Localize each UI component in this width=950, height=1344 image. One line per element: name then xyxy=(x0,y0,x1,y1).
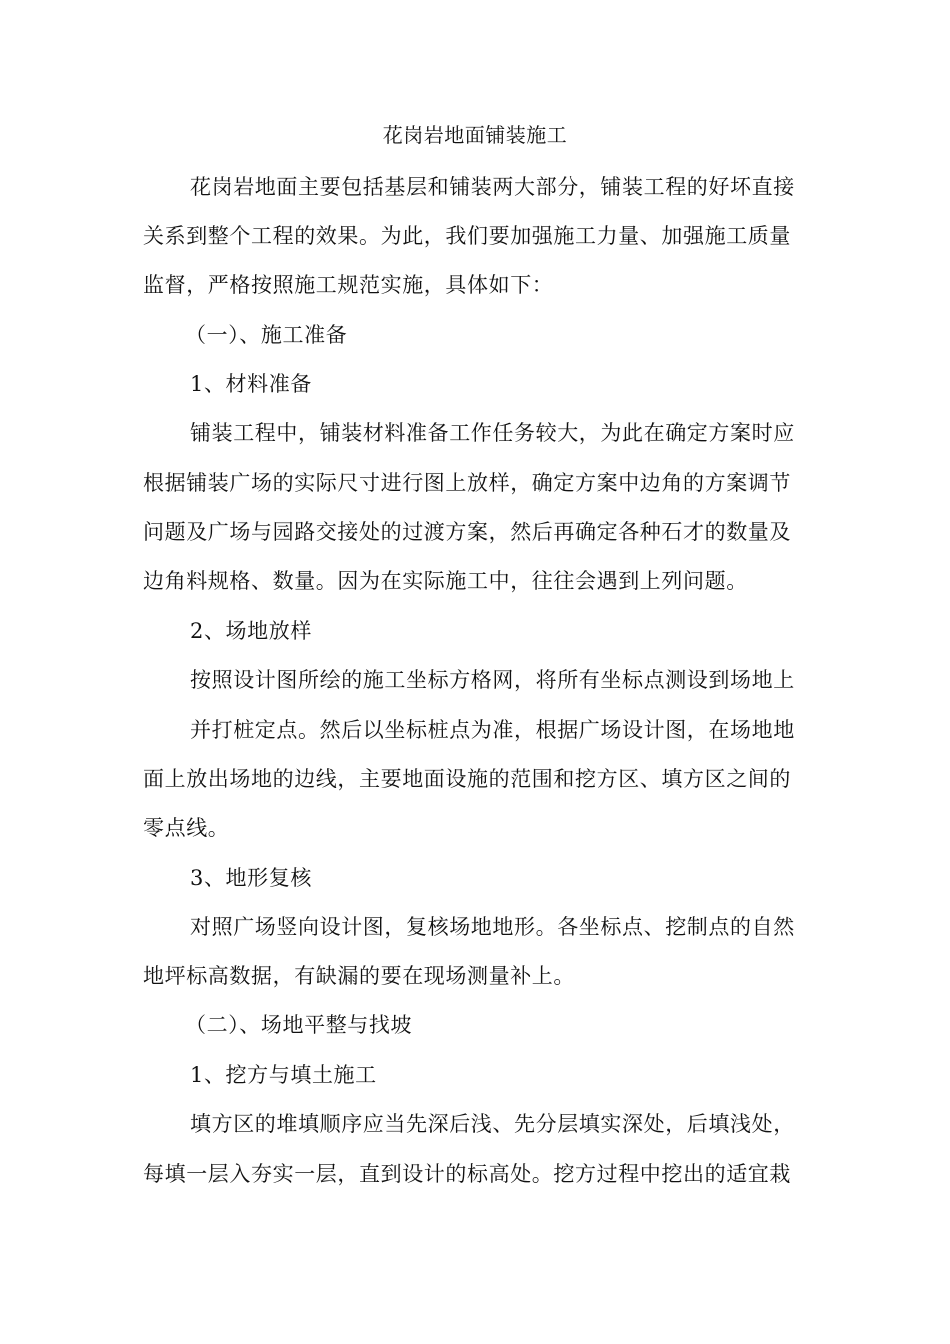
paragraph-line: 地坪标高数据，有缺漏的要在现场测量补上。 xyxy=(143,964,575,988)
paragraph-line: 并打桩定点。然后以坐标桩点为准，根据广场设计图，在场地地 xyxy=(190,718,795,742)
paragraph-line: 问题及广场与园路交接处的过渡方案，然后再确定各种石才的数量及 xyxy=(143,520,791,544)
subsection-heading: 1、挖方与填土施工 xyxy=(190,1063,377,1087)
document-title: 花岗岩地面铺装施工 xyxy=(382,123,568,147)
subsection-heading: 3、地形复核 xyxy=(190,866,312,890)
paragraph-line: 花岗岩地面主要包括基层和铺装两大部分，铺装工程的好坏直接 xyxy=(190,175,795,199)
paragraph-line: 填方区的堆填顺序应当先深后浅、先分层填实深处，后填浅处， xyxy=(190,1112,795,1136)
paragraph-line: 边角料规格、数量。因为在实际施工中，往往会遇到上列问题。 xyxy=(143,569,748,593)
paragraph-line: 根据铺装广场的实际尺寸进行图上放样，确定方案中边角的方案调节 xyxy=(143,471,791,495)
paragraph-line: 按照设计图所绘的施工坐标方格网，将所有坐标点测设到场地上 xyxy=(190,668,795,692)
subsection-heading: 2、场地放样 xyxy=(190,619,312,643)
paragraph-line: 监督，严格按照施工规范实施，具体如下： xyxy=(143,273,554,297)
section-heading: （二）、场地平整与找坡 xyxy=(185,1013,413,1037)
paragraph-line: 零点线。 xyxy=(143,816,230,840)
subsection-heading: 1、材料准备 xyxy=(190,372,312,396)
paragraph-line: 每填一层入夯实一层，直到设计的标高处。挖方过程中挖出的适宜栽 xyxy=(143,1162,791,1186)
paragraph-line: 铺装工程中，铺装材料准备工作任务较大，为此在确定方案时应 xyxy=(190,421,795,445)
section-heading: （一）、施工准备 xyxy=(185,323,348,347)
paragraph-line: 面上放出场地的边线，主要地面设施的范围和挖方区、填方区之间的 xyxy=(143,767,791,791)
paragraph-line: 对照广场竖向设计图，复核场地地形。各坐标点、挖制点的自然 xyxy=(190,915,795,939)
paragraph-line: 关系到整个工程的效果。为此，我们要加强施工力量、加强施工质量 xyxy=(143,224,791,248)
